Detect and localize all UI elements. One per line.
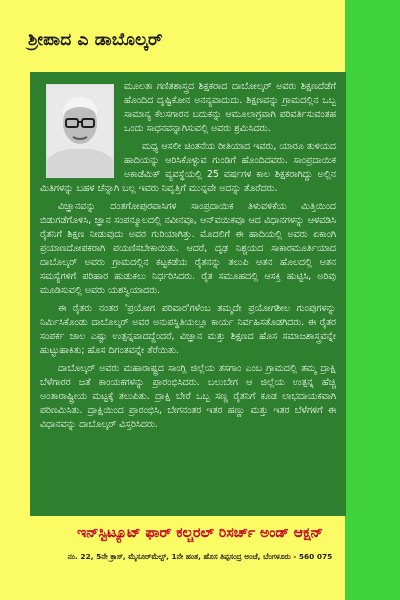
blurb-paragraph: ಮಧ್ಯ ಆಸಲೀ ಚಿಂತನೆಯ ರೀತಿಯಾದ ಇವರು, ಯಾರೂ ತುಳಿಯದ ಹಾದಿಯನ್ನು ಆರಿಸಿಕೊಳ್ಳುವ ಗುಂಡಿಗೆ ಹೊಂದಿದವರು. ಸಾಂಪ್ರದಾಯಿಕ ಅಕಾಡೆಮಿಕ್ ವ್ಯವಸ್ಥೆಯಲ್ಲಿ 25 ವರ್ಷಗಳ ಕಾಲ ಶಿಕ್ಷಕರಾಗಿದ್ದು ಅಲ್ಲಿನ ಮಿತಿಗಳನ್ನು ಬಹಳ ಚೆನ್ನಾಗಿ ಬಲ್ಲ ಇವರು ನಿವೃತ್ತಿಗೆ ಮುನ್ನವೇ ಅದನ್ನು ತೊರೆದರು.: [40, 141, 336, 194]
blurb-paragraph: ಮೂಲತಃ ಗಣಿತಶಾಸ್ತ್ರದ ಶಿಕ್ಷಕರಾದ ದಾಬೋಲ್ಕರ್ ಅವರು ಶಿಕ್ಷಣದೆಡೆಗೆ ಹೊಂದಿದ ದೃಷ್ಟಿಕೋನ ಅನನ್ಯವಾದುದು. ಶಿಕ್ಷಣವನ್ನು ಗ್ರಾಮದಲ್ಲಿನ ಒಬ್ಬ ಸಾಮಾನ್ಯ ಕೆಲಸಗಾರನ ಬದುಕನ್ನು ಆಮೂಲಾಗ್ರವಾಗಿ ಪರಿವರ್ತಿಸುವಂತಹ ಒಂದು ಸಾಧನವನ್ನಾಗಿಸುವಲ್ಲಿ ಅವರು ಶ್ರಮಿಸಿದರು.: [124, 81, 336, 134]
side-color-strip: [345, 0, 400, 600]
blurb-paragraph: ದಾಬೊಲ್ಕರ್ ಅವರು ಮಹಾರಾಷ್ಟ್ರದ ಸಾಂಗ್ಲಿ ಜಿಲ್ಲೆಯ ತಸಗಾಂ ಎಂಬ ಗ್ರಾಮದಲ್ಲಿ ತಮ್ಮ ದ್ರಾಕ್ಷಿ ಬೆಳೆಗಾರರ ಜತೆ ಕಾಂಯಕಗಳನ್ನು ಪ್ರಾರಂಭಿಸಿದರು. ಬಲುಬೇಗ ಆ ಜಿಲ್ಲೆಯ ಉತ್ಪನ್ನ ಹೆಚ್ಚಿ ಅಂತಾರಾಷ್ಟ್ರೀಯ ಮಟ್ಟಕ್ಕೆ ತಲುಪಿತು. ದ್ರಾಕ್ಷಿ ಬೇರೆ ಒಬ್ಬ ಸಣ್ಣ ರೈತನಿಗೆ ಕೂಡ ಲಾಭದಾಯಕವಾಗಿ ಪರಿಣಮಿಸಿತು. ದ್ರಾಕ್ಷಿಯಿಂದ ಪ್ರಾರಂಭಿಸಿ, ಬೇಗನಂತರ ಇತರ ಹಣ್ಣು ಮತ್ತು ಇತರ ಬೆಳೆಗಳಿಗೆ ಈ ವಿಧಾನವನ್ನು ದಾಬೊಲ್ಕರ್ ವಿಸ್ತರಿಸಿದರು.: [40, 363, 336, 430]
author-name: ಶ್ರೀಪಾದ ಎ ಡಾಬೊಲ್ಕರ್: [28, 30, 163, 50]
portrait-illustration-icon: [47, 85, 113, 177]
author-portrait-photo: [46, 84, 114, 178]
publisher-address: ನಂ. 22, 5ನೇ ಕ್ರಾಸ್, ಮೈಸೂರ್‌ಮೆಲ್ಟ್, 1ನೇ ಹಂತ, ಹೊಸ ತಿಪ್ಪಸಂದ್ರ ಅಂಚೆ, ಬೆಂಗಳೂರು - 560 075: [67, 552, 333, 561]
blurb-panel: [30, 72, 346, 516]
publisher-name: ಇನ್‌ಸ್ಟಿಟ್ಯೂಟ್ ಫಾರ್ ಕಲ್ಚರಲ್ ರಿಸರ್ಚ್ ಅಂಡ್ ಆಕ್ಷನ್: [77, 525, 323, 541]
blurb-paragraph: ವಿಜ್ಞಾನವನ್ನು ದಂತಗೋಪುರವಾಸಿಗಳ ಸಾಂಪ್ರದಾಯಿಕ ತಿಳುವಳಿಕೆಯ ಮಿತ್ತಿಯಿಂದ ಬಿಡುಗಡೆಗೊಳಿಸಿ, ಜ್ಞಾನ ಸಂಪನ್ಮೂಲದಲ್ಲಿ ನವೀನವೂ, ಆನ್‌ವಯಿಕವೂ ಆದ ವಿಧಾನಗಳನ್ನು ಆಳವಡಿಸಿ ರೈತನಿಗೆ ಶಿಕ್ಷಣ ನೀಡುವುದು ಅವರ ಗುರಿಯಾಗಿತ್ತು. ಮೊದಲಿಗೆ ಈ ಹಾದಿಯಲ್ಲಿ ಅವರು ಏಕಾಂಗಿ ಪ್ರಯಾಣದೋಪಕರಾಗಿ ಪಯಣಿಸಬೇಕಾಯಿತು. ಆದರೆ, ದೃಢ ನಿಶ್ಚಯದ ಸಾಕಾರಮೂರ್ತಿಯಾದ ದಾಬೊಲ್ಕರ್ ಅವರು ಗ್ರಾಮದಲ್ಲಿನ ಕಟ್ಟಕಡೆಯ ರೈತನನ್ನು ತಲುಪಿ ಆತನ ಹೊಲದಲ್ಲಿ ಆತನ ಸಮಸ್ಯೆಗಳಿಗೆ ಪರಿಹಾರ ಹುಡುಕಲು ನಿರ್ಧರಿಸಿದರು. ರೈತ ಸಮೂಹದಲ್ಲಿ ಆಸಕ್ತಿ ಹುಟ್ಟಿಸಿ, ಅರಿವು ಮೂಡಿಸುವಲ್ಲಿ ಅವರು ಯಶಸ್ವಿಯಾದರು.: [40, 201, 336, 296]
blurb-paragraph: ಈ ರೈತರು ನಂತರ 'ಪ್ರಯೋಗ ಪರಿವಾರ'ಗಳೆಂಬ ತಮ್ಮದೇ ಪ್ರಯೋಗಶೀಲ ಗುಂಪುಗಳನ್ನು ನಿರ್ಮಿಸಿಕೊಂಡು ದಾಬೊಲ್ಕರ್ ಅವರ ಅನುಪಸ್ಥಿತಿಯಲ್ಲೂ ಕಾರ್ಯ ನಿರ್ವಹಿಸತೊಡಗಿದರು. ಈ ರೈತರ ಸಂಪರ್ಕ ಜಾಲ ಎಷ್ಟು ಉತ್ಪನ್ನವಾದದ್ದೆಂದರೆ, ವಿಜ್ಞಾನ ಮತ್ತು ಶಿಕ್ಷಣದ ಹೊಸ ಸಮಾಜಶಾಸ್ತ್ರವನ್ನೇ ಹುಟ್ಟುಹಾಕಿತು; ಹೊಸ ದಿಗಂತವನ್ನೇ ತೆರೆಯಿತು.: [40, 303, 336, 356]
